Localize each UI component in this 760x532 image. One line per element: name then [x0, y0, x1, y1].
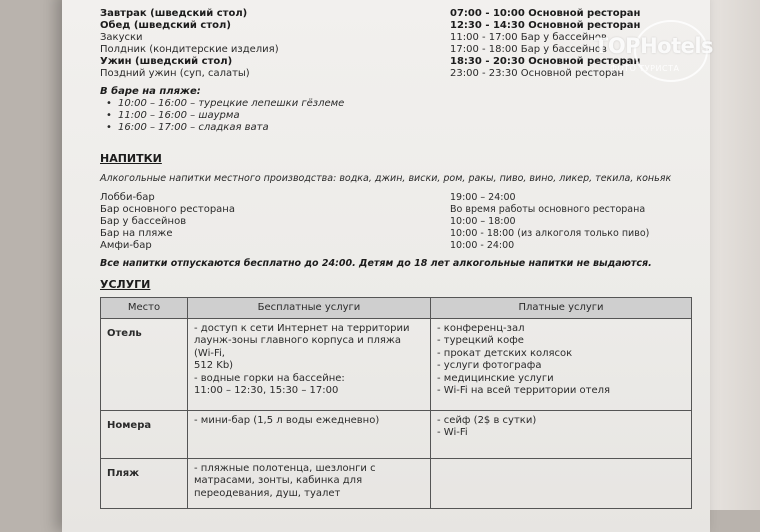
watermark-subtitle: ФОТО ТУРИСТА [610, 64, 680, 73]
service-line: переодевания, душ, туалет [194, 487, 341, 499]
free-services-cell [188, 459, 431, 509]
alcohol-list: Алкогольные напитки местного производства: водка, джин, виски, ром, ракы, пиво, вино, ликер, текила, коньяк [100, 173, 672, 184]
bar-hours: 10:00 – 18:00 [450, 216, 516, 227]
list-item: • 11:00 – 16:00 – шаурма [118, 110, 344, 122]
service-line: - сейф (2$ в сутки) [437, 415, 537, 426]
service-line: - пляжные полотенца, шезлонги с [194, 463, 376, 474]
meal-time: 07:00 - 10:00 Основной ресторан [450, 8, 641, 19]
bar-hours: Во время работы основного ресторана [450, 204, 646, 215]
beach-bar-list [100, 98, 344, 134]
watermark-brand: TOPHotels [594, 34, 714, 58]
free-services-cell [188, 411, 431, 459]
bar-name: Бар основного ресторана [100, 204, 235, 215]
bar-name: Лобби-бар [100, 192, 155, 203]
services-table [100, 297, 692, 509]
service-line: - конференц-зал [437, 323, 525, 334]
place-cell: Пляж [101, 459, 188, 509]
bar-hours: 19:00 – 24:00 [450, 192, 516, 203]
service-line: 512 Kb) [194, 360, 234, 372]
service-line: - прокат детских колясок [437, 347, 573, 359]
drinks-note: Все напитки отпускаются бесплатно до 24:00. Детям до 18 лет алкогольные напитки не выдаются. [100, 258, 652, 269]
service-line: - водные горки на бассейне: [194, 372, 345, 384]
table-header-row [101, 298, 692, 319]
bar-hours: 10:00 - 24:00 [450, 240, 515, 251]
bar-name: Амфи-бар [100, 240, 152, 251]
beach-bar-title: В баре на пляже: [100, 86, 201, 97]
meal-time: 23:00 - 23:30 Основной ресторан [450, 68, 624, 79]
paid-services-cell [431, 411, 692, 459]
place-cell: Номера [101, 411, 188, 459]
bar-hours: 10:00 - 18:00 (из алкоголя только пиво) [450, 228, 650, 239]
bar-name: Бар на пляже [100, 228, 173, 239]
meal-time: 12:30 - 14:30 Основной ресторан [450, 20, 641, 31]
paid-services-cell [431, 319, 692, 411]
tophotels-watermark [588, 20, 712, 80]
service-line: - мини-бар (1,5 л воды ежедневно) [194, 415, 380, 426]
meal-time: 11:00 - 17:00 Бар у бассейнов [450, 32, 607, 43]
meal-name: Полдник (кондитерские изделия) [100, 44, 279, 55]
meal-name: Завтрак (шведский стол) [100, 8, 248, 19]
service-line: матрасами, зонты, кабинка для [194, 475, 363, 487]
table-row [101, 459, 692, 509]
service-line: - медицинские услуги [437, 372, 554, 384]
service-line: - Wi-Fi [437, 427, 468, 439]
meal-time: 17:00 - 18:00 Бар у бассейнов [450, 44, 607, 55]
paid-services-cell [431, 459, 692, 509]
meal-name: Закуски [100, 32, 143, 43]
list-item: • 16:00 – 17:00 – сладкая вата [118, 122, 344, 134]
services-heading: УСЛУГИ [100, 278, 151, 291]
place-cell: Отель [101, 319, 188, 411]
service-line: 11:00 – 12:30, 15:30 – 17:00 [194, 385, 339, 397]
table-row [101, 411, 692, 459]
list-item: • 10:00 – 16:00 – турецкие лепешки гёзлеме [118, 98, 344, 110]
free-services-cell [188, 319, 431, 411]
column-header-paid: Платные услуги [431, 298, 692, 319]
service-line: - турецкий кофе [437, 335, 524, 347]
bar-name: Бар у бассейнов [100, 216, 187, 227]
service-line: - услуги фотографа [437, 360, 542, 372]
meal-time: 18:30 - 20:30 Основной ресторан [450, 56, 641, 67]
column-header-free: Бесплатные услуги [188, 298, 431, 319]
meal-name: Ужин (шведский стол) [100, 56, 233, 67]
table-row [101, 319, 692, 411]
service-line: - доступ к сети Интернет на территории [194, 323, 410, 334]
meal-name: Поздний ужин (суп, салаты) [100, 68, 250, 79]
meal-name: Обед (шведский стол) [100, 20, 231, 31]
service-line: лаунж-зоны главного корпуса и пляжа (Wi-Fi, [194, 335, 402, 359]
column-header-place: Место [101, 298, 188, 319]
service-line: - Wi-Fi на всей территории отеля [437, 385, 611, 397]
drinks-heading: НАПИТКИ [100, 152, 162, 165]
